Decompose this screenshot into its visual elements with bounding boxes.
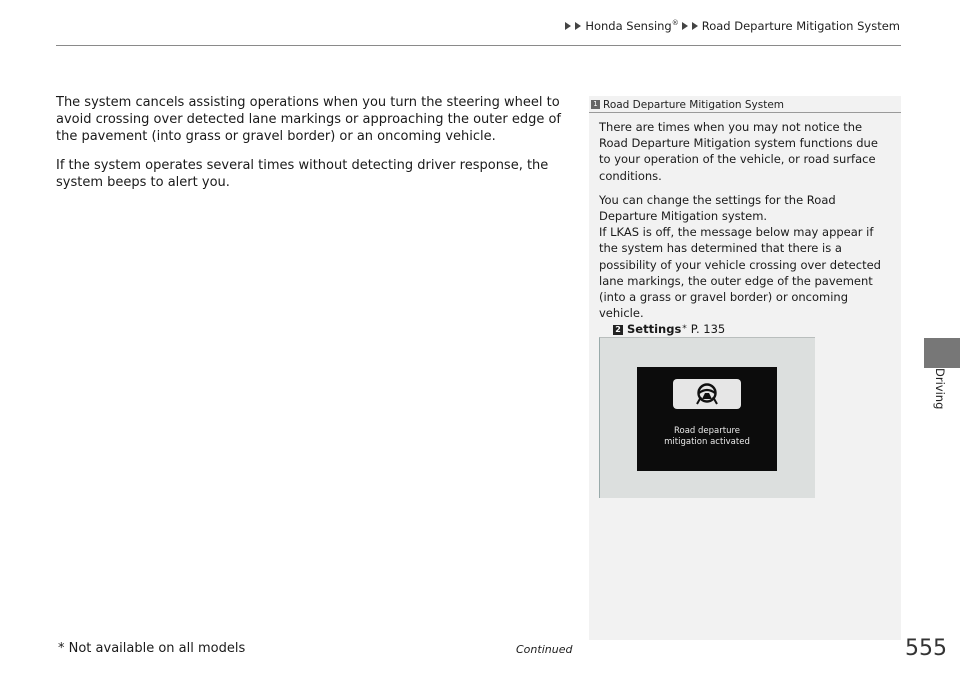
display-message-line2: mitigation activated	[664, 437, 750, 447]
triangle-marker-icon	[565, 22, 571, 30]
breadcrumb	[565, 19, 900, 33]
sidebar-body	[589, 113, 901, 354]
chapter-tab	[924, 338, 960, 368]
footnote: * Not available on all models	[58, 641, 246, 656]
page-number: 555	[905, 636, 947, 661]
breadcrumb-item-honda-sensing: Honda Sensing®	[585, 19, 679, 33]
breadcrumb-item-road-departure: Road Departure Mitigation System	[701, 19, 900, 33]
continued-label: Continued	[516, 643, 573, 656]
triangle-marker-icon	[692, 22, 698, 30]
sidebar-paragraph: There are times when you may not notice the Road Departure Mitigation system functions due to your operation of the vehicle, or road surface conditions.	[599, 120, 878, 183]
note-marker-icon: 1	[591, 100, 600, 109]
ref-arrow-icon: 2	[613, 325, 623, 335]
display-screen	[637, 367, 777, 471]
chapter-label: Driving	[933, 368, 947, 410]
triangle-marker-icon	[682, 22, 688, 30]
main-text	[56, 94, 572, 203]
header-rule	[56, 45, 901, 46]
body-paragraph: The system cancels assisting operations when you turn the steering wheel to avoid crossing over detected lane markings or approaching the outer edge of the pavement (into grass or gravel border) or an oncoming vehicle.	[56, 95, 562, 144]
body-paragraph: If the system operates several times without detecting driver response, the system beeps to alert you.	[56, 158, 549, 190]
triangle-marker-icon	[575, 22, 581, 30]
lane-departure-icon	[692, 382, 722, 406]
display-message-line1: Road departure	[673, 426, 740, 436]
display-figure	[599, 337, 815, 498]
ref-link-settings[interactable]: 2 Settings * P. 135	[599, 321, 891, 337]
sidebar-title: 1 Road Departure Mitigation System	[589, 96, 901, 113]
sidebar-paragraph: You can change the settings for the Road Departure Mitigation system. If LKAS is off, the message below may appear if the system has determined that there is a possibility of your vehicle crossing over detected lane markings, the outer edge of the pavement (into a grass or gravel border) or oncoming vehicle.	[599, 192, 881, 321]
